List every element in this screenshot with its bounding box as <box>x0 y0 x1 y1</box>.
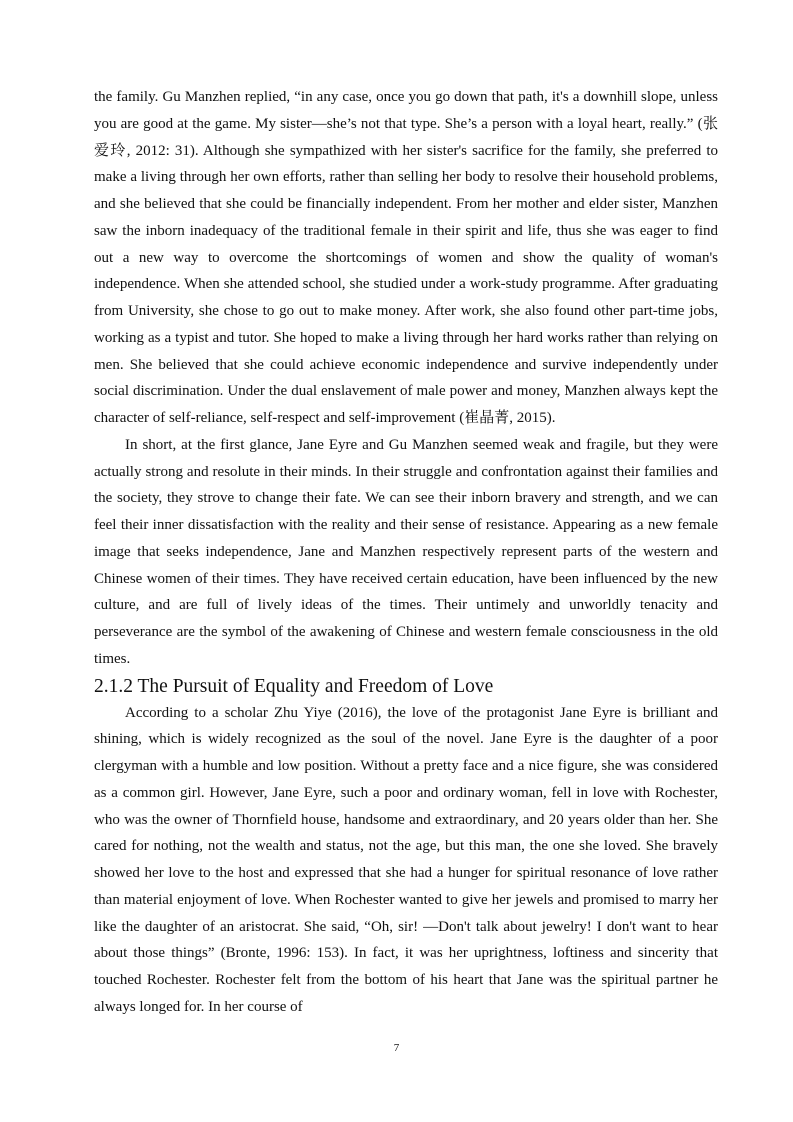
section-heading: 2.1.2 The Pursuit of Equality and Freedom of Love <box>94 675 494 697</box>
page-body <box>94 84 718 1021</box>
body-paragraph-3: According to a scholar Zhu Yiye (2016), the love of the protagonist Jane Eyre is brilliant and shining, which is widely recognized as the soul of the novel. Jane Eyre is the daughter of a poor clergyman with a humble and low position. Without a pretty face and a nice figure, she was considered as a common girl. However, Jane Eyre, such a poor and ordinary woman, fell in love with Rochester, who was the owner of Thornfield house, handsome and extraordinary, and 20 years older than her. She cared for nothing, not the wealth and status, not the age, but this man, the one she loved. She bravely showed her love to the host and expressed that she had a hunger for spiritual resonance of love rather than material enjoyment of love. When Rochester wanted to give her jewels and promised to marry her like the daughter of an aristocrat. She said, “Oh, sir! —Don't talk about jewelry! I don't want to hear about those things” (Bronte, 1996: 153). In fact, it was her uprightness, loftiness and sincerity that touched Rochester. Rochester felt from the bottom of his heart that Jane was the spiritual partner he always longed for. In her course of <box>94 704 718 1015</box>
body-paragraph-1: the family. Gu Manzhen replied, “in any case, once you go down that path, it's a downhill slope, unless you are good at the game. My sister—she’s not that type. She’s a person with a loyal heart, really.” (张爱玲, 2012: 31). Although she sympathized with her sister's sacrifice for the family, she preferred to make a living through her own efforts, rather than selling her body to resolve their household problems, and she believed that she could be financially independent. From her mother and elder sister, Manzhen saw the inborn inadequacy of the traditional female in their spirit and life, thus she was eager to find out a new way to overcome the shortcomings of women and show the quality of woman's independence. When she attended school, she studied under a work-study programme. After graduating from University, she chose to go out to make money. After work, she also found other part-time jobs, working as a typist and tutor. She hoped to make a living through her hard works rather than relying on men. She believed that she could achieve economic independence and survive independently under social discrimination. Under the dual enslavement of male power and money, Manzhen always kept the character of self-reliance, self-respect and self-improvement (崔晶菁, 2015). <box>94 89 718 426</box>
page-number: 7 <box>393 1042 400 1054</box>
body-paragraph-2: In short, at the first glance, Jane Eyre and Gu Manzhen seemed weak and fragile, but they were actually strong and resolute in their minds. In their struggle and confrontation against their families and the society, they strove to change their fate. We can see their inborn bravery and strength, and we can feel their inner dissatisfaction with the reality and their sense of resistance. Appearing as a new female image that seeks independence, Jane and Manzhen respectively represent parts of the western and Chinese women of their times. They have received certain education, have been influenced by the new culture, and are full of lively ideas of the times. Their untimely and unworldly tenacity and perseverance are the symbol of the awakening of Chinese and western female consciousness in the old times. <box>94 436 718 667</box>
